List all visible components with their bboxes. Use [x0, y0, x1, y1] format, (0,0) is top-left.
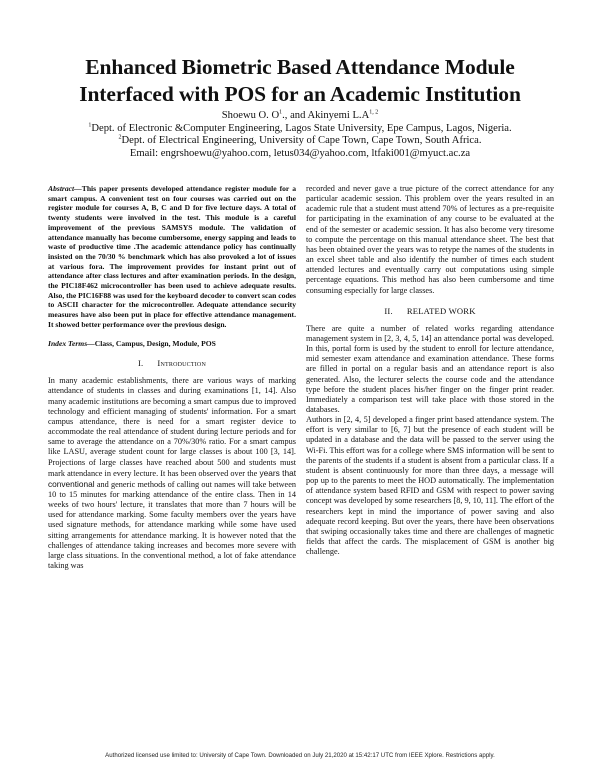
related-work-paragraph-1: There are quite a number of related works regarding attendance management system in [2, 3, 4, 5, 14] an attendance portal was developed. In this, portal form is used by the student to enroll for lecture attendance, mid semester exam attendance and examination attendance. These forms are filled in portal on a regular basis and an attendance report is also generated. Also, the lecturer selects the course code and the attendance type before the student places his/her finger on the finger print reader. Immediately a comparison test will take place with those stored in the databases. — [306, 323, 554, 414]
section-title-related-work: RELATED WORK — [406, 305, 476, 316]
index-terms — [48, 339, 296, 349]
affiliation-2-text: Dept. of Electrical Engineering, University of Cape Town, Cape Town, South Africa. — [121, 135, 482, 147]
introduction-paragraph — [48, 376, 296, 571]
affiliation-2-sup: 2 — [118, 134, 122, 141]
intro-sans-run: years that conventional — [48, 467, 297, 489]
intro-part-1: In many academic establishments, there are various ways of marking attendance of students in classes and during examinations [1, 14]. Also many academic institutions are becoming a smart campus due to improved technology and efficient managing of students' information. For a smart campus attendance, there is need for a smart register device to accommodate the real attendance of student during lecture periods and for same to average the attendance on a 70%/30% ratio. For a smart campus like LASU, average student count for large classes is about 100 [3, 14]. Projections of large classes have reached about 500 and students must mark attendance in every lecture. It has been observed over the — [48, 376, 296, 478]
title-line-2: Interfaced with POS for an Academic Institution — [79, 82, 521, 106]
section-number-1: I. — [137, 358, 144, 369]
abstract-lead: Abstract— — [48, 184, 82, 193]
section-heading-introduction — [48, 358, 296, 368]
affiliation-2 — [30, 135, 570, 148]
intro-part-2: and generic methods of calling out names will take between 10 to 15 minutes for marking attendance of the entire class. Then in 14 weeks of two hours' lecture, it translates that more than 7 hours will be used for attendance marking. Some faculty members over the years have used signature methods, for attendance marking while some have used sitting arrangements for attendance marking. It is however noted that the challenges of attendance taking increases and becomes more severe with large class situations. In the conventional method, a lot of fake attendance taking was — [48, 479, 296, 571]
affiliation-1-text: Dept. of Electronic &Computer Engineering, Lagos State University, Epe Campus, Lagos, Nigeria. — [91, 122, 512, 134]
index-terms-text: Class, Campus, Design, Module, POS — [94, 338, 216, 348]
section-number-2: II. — [384, 305, 393, 316]
right-column — [306, 184, 554, 557]
section-heading-related-work — [306, 306, 554, 316]
introduction-continuation: recorded and never gave a true picture of the correct attendance for any particular academic session. This problem over the years resulted in an academic rule that a student must attend 70% of lectures as a pre-requisite for participating in the examination of any course to be evaluated at the end of the semester or academic session. It has also become very tiresome to compute the percentage on this manual attendance sheet. The best that has been obtained over the years was to retype the names of the students in an excel sheet table and also identify the number of times each student attended lectures and eventually carry out computations using simple percentage equations. This method has also been cumbersome and time consuming especially for large classes. — [306, 184, 554, 295]
license-footer: Authorized licensed use limited to: University of Cape Town. Downloaded on July 21,2020 at 15:42:17 UTC from IEEE Xplore. Restrictions apply. — [105, 752, 495, 759]
author-1-sup: 1 — [279, 109, 283, 116]
author-1: Shoewu O. O — [221, 110, 280, 121]
authors-line — [30, 110, 570, 123]
title-line-1: Enhanced Biometric Based Attendance Module — [85, 55, 515, 79]
affiliation-1-sup: 1 — [88, 122, 92, 129]
related-work-paragraph-2: Authors in [2, 4, 5] developed a finger print based attendance system. The effort is very similar to [6, 7] but the presence of each student will be updated in a database and the data will be passed to the server using the Wi-Fi. This effort was for a college where SMS information will be sent to the parents of the students if a student is absent from a particular class. If a student is absent continuously for more than three days, a message will pop up to the parents to meet the HOD automatically. The implementation of attendance system based RFID and GSM with respect to power saving concept was developed by some researchers [8, 9, 10, 11]. The effort of the researchers kept in mind the importance of power saving and also adequate record keeping. But over the years, there have been observations that swiping occasionally takes time and there are challenges of magnetic fields that affect the cards. The misplacement of GSM is another big challenge. — [306, 415, 554, 557]
author-block — [30, 110, 570, 160]
paper-title — [30, 54, 570, 108]
email-line: Email: engrshoewu@yahoo.com, letus034@yahoo.com, ltfaki001@myuct.ac.za — [129, 147, 471, 159]
index-terms-lead: Index Terms— — [48, 338, 95, 348]
left-column — [48, 184, 296, 571]
abstract-text: This paper presents developed attendance register module for a smart campus. A convenient test on four courses was carried out on the register module for courses A, B, C and D for five lecture days. A total of twenty students were involved in the test. This module is a careful improvement of the previous SAMSYS module. The validation of attendance manually has become cumbersome, energy sapping and leads to waste of productive time .The academic attendance policy has continually insisted on the 70/30 % benchmark which has also provoked a lot of issues at various fora. The improvement provides for instant print out of attendance after class lectures and after examination periods. In the design, the PIC18F462 microcontroller has been used to achieve adequate results. Also, the PIC16F88 was used for the keyboard decoder to convert scan codes to ASCII character for the microcontroller. Adequate attendance security measures have also been put in place for effective attendance management. It showed better performance over the previous design. — [48, 184, 296, 329]
section-title-introduction: Introduction — [157, 358, 206, 369]
abstract — [48, 184, 296, 330]
author-2-sup: 1, 2 — [369, 109, 379, 116]
affiliation-1 — [30, 123, 570, 136]
author-connector: ., and Akinyemi L.A — [282, 110, 370, 121]
